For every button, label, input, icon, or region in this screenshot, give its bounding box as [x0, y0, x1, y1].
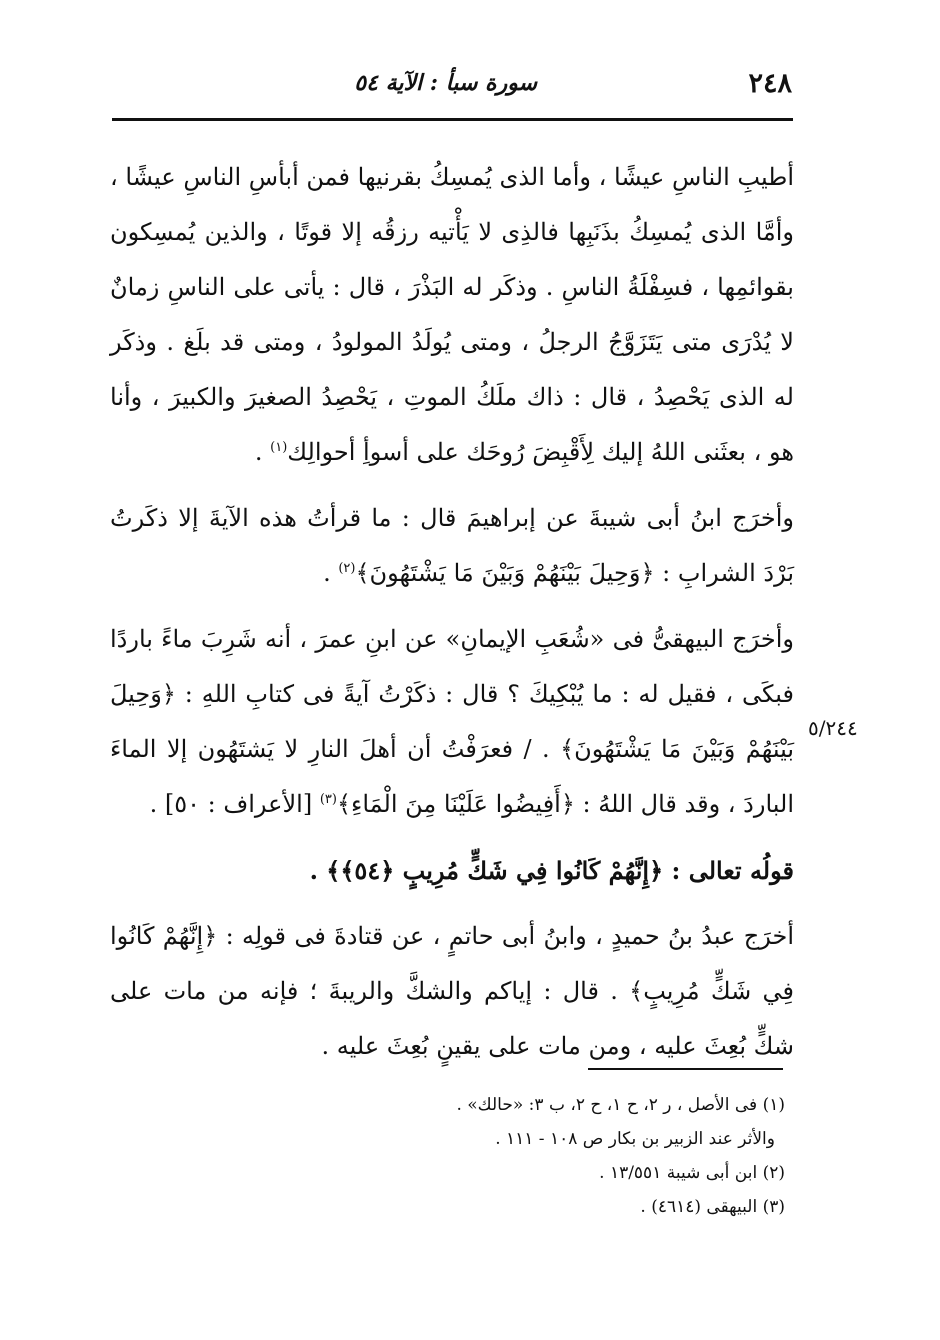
paragraph-1-end: . — [254, 438, 271, 466]
paragraph-1 — [110, 150, 794, 480]
paragraph-2-end: . — [323, 559, 339, 587]
footnote-3: (٣) البيهقى (٤٦١٤) . — [640, 1197, 785, 1217]
paragraph-2-text: وأخرَج ابنُ أبى شيبةَ عن إبراهيمَ قال : ما قرأتُ هذه الآيةَ إلا ذكَرتُ بَرْدَ الشرابِ : ﴿وَحِيلَ بَيْنَهُمْ وَبَيْنَ مَا يَشْتَهُونَ﴾ — [110, 504, 794, 587]
running-title: سورة سبأ : الآية ٥٤ — [354, 70, 537, 96]
main-text — [110, 150, 794, 1074]
footnote-ref-3[interactable]: (٣) — [319, 792, 337, 807]
margin-reference: ٥/٢٤٤ — [808, 716, 858, 740]
page-header — [112, 68, 792, 108]
paragraph-3-end: [الأعراف : ٥٠] . — [149, 790, 320, 818]
footnote-1: (١) فى الأصل ، ر ٢، ح ١، ح ٢، ب ٣: «حالك» . — [456, 1095, 785, 1115]
footnote-1-continuation: والأثر عند الزبير بن بكار ص ١٠٨ - ١١١ . — [495, 1129, 775, 1149]
verse-heading: قولُه تعالى : ﴿إِنَّهُمْ كَانُوا فِي شَكٍّ مُرِيبٍ ﴿٥٤﴾﴾ . — [309, 856, 794, 885]
paragraph-2 — [110, 491, 794, 601]
footnotes — [300, 1088, 785, 1224]
paragraph-4: أخرَج عبدُ بنُ حميدٍ ، وابنُ أبى حاتمٍ ، عن قتادةَ فى قولِه : ﴿إِنَّهُمْ كَانُوا فِي شَكٍّ مُرِيبٍ﴾ . قال : إياكم والشكَّ والريبةَ ؛ فإنه من مات على شكٍّ بُعِثَ عليه ، ومن مات على يقينٍ بُعِثَ عليه . — [110, 922, 794, 1060]
footnote-rule — [588, 1068, 783, 1070]
footnote-2: (٢) ابن أبى شيبة ١٣/٥٥١ . — [599, 1163, 785, 1183]
paragraph-3-text: وأخرَج البيهقىُّ فى «شُعَبِ الإيمانِ» عن ابنِ عمرَ ، أنه شَرِبَ ماءً باردًا فبكَى ، فقيل له : ما يُبْكِيكَ ؟ قال : ذكَرْتُ آيةً فى كتابِ اللهِ : ﴿وَحِيلَ بَيْنَهُمْ وَبَيْنَ مَا يَشْتَهُونَ﴾ . / فعرَفْتُ أن أهلَ النارِ لا يَشتَهُون إلا الماءَ الباردَ ، وقد قال اللهُ : ﴿أَفِيضُوا عَلَيْنَا مِنَ الْمَاءِ﴾ — [110, 625, 794, 818]
paragraph-1-text: أطيبِ الناسِ عيشًا ، وأما الذى يُمسِكُ بقرنيها فمن أبأسِ الناسِ عيشًا ، وأمَّا الذى يُمسِكُ بذَنَبِها فالذِى لا يَأْتيه رزقُه إلا قوتًا ، والذين يُمسِكون بقوائمِها ، فسِفْلَةُ الناسِ . وذكَر له البَذْرَ ، قال : يأتى على الناسِ زمانٌ لا يُدْرَى متى يَتَزَوَّجُ الرجلُ ، ومتى يُولَدُ المولودُ ، ومتى قد بلَغ . وذكَر له الذى يَحْصِدُ ، قال : ذاك ملَكُ الموتِ ، يَحْصِدُ الصغيرَ والكبيرَ ، وأنا هو ، بعثَنى اللهُ إليك لِأَقْبِضَ رُوحَك على أسوأِ أحوالِك — [110, 163, 794, 466]
page-number: ٢٤٨ — [748, 68, 792, 99]
footnote-ref-2[interactable]: (٢) — [338, 561, 356, 576]
footnote-ref-1[interactable]: (١) — [270, 440, 288, 455]
header-rule — [112, 118, 793, 121]
paragraph-3 — [110, 612, 794, 832]
